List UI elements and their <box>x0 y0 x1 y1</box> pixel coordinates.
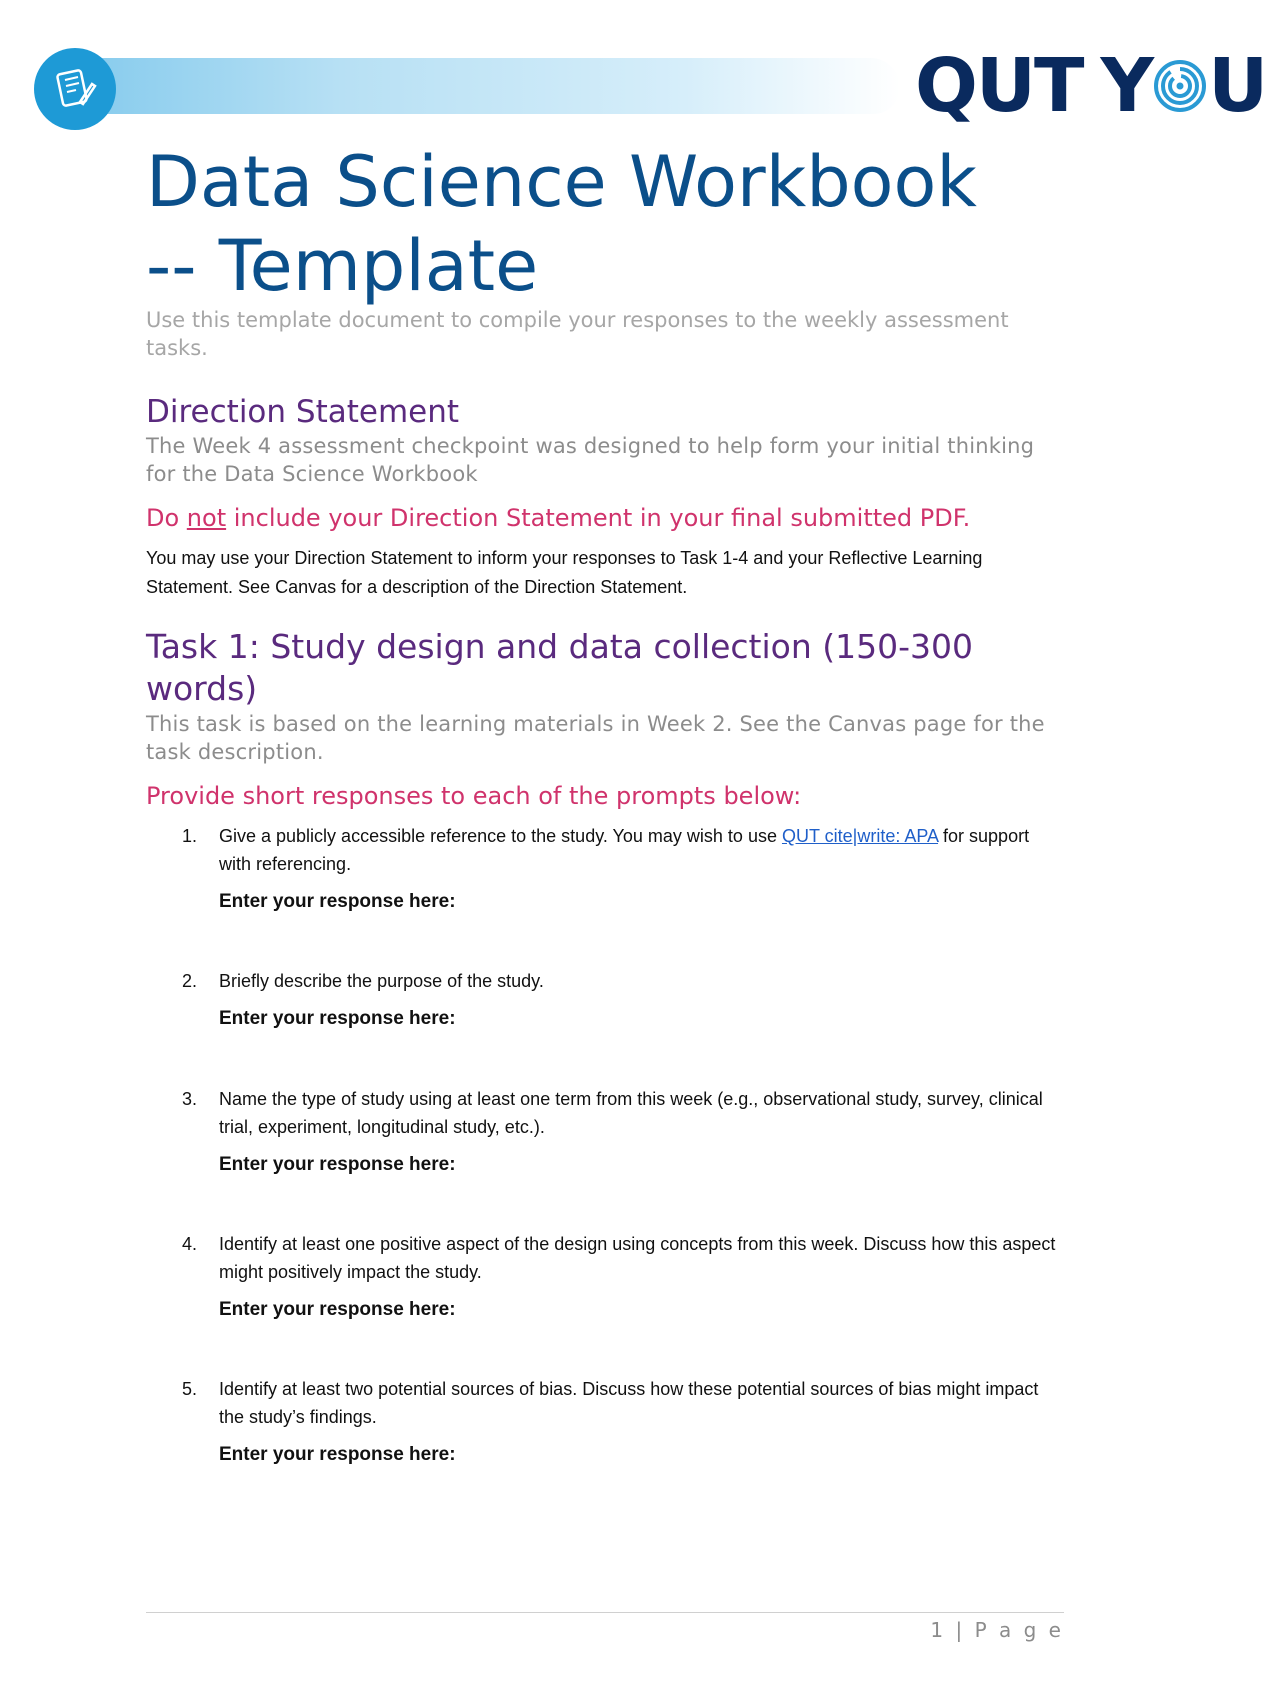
header-banner <box>40 58 900 114</box>
response-label[interactable]: Enter your response here: <box>219 1008 456 1029</box>
fingerprint-icon <box>1153 55 1207 117</box>
direction-body: You may use your Direction Statement to inform your responses to Task 1-4 and your Reflective Learning Statement. See Canvas for a description of the Direction Statement. <box>146 548 983 597</box>
prompt-text: Identify at least one positive aspect of the design using concepts from this week. Discuss how this aspect might positively impact the study. <box>219 1234 1056 1282</box>
direction-warning: Do not include your Direction Statement in your final submitted PDF. <box>146 504 971 532</box>
direction-heading: Direction Statement <box>146 394 460 430</box>
prompt-list <box>146 822 1066 1475</box>
list-item: 5. Identify at least two potential sources of bias. Discuss how these potential sources of bias might impact the study’s findings. Enter your response here: <box>146 1375 1066 1475</box>
prompt-text: Briefly describe the purpose of the study. <box>219 971 544 991</box>
prompt-text: Name the type of study using at least one term from this week (e.g., observational study, survey, clinical trial, experiment, longitudinal study, etc.). <box>219 1089 1043 1137</box>
prompt-text: Identify at least two potential sources of bias. Discuss how these potential sources of bias might impact the study’s findings. <box>219 1379 1039 1427</box>
response-label[interactable]: Enter your response here: <box>219 1299 456 1320</box>
document-subtitle: Use this template document to compile your responses to the weekly assessment tasks. <box>146 308 1009 360</box>
list-item: 1. Give a publicly accessible reference to the study. You may wish to use QUT cite|write: APA for support with referencing. Enter your response here: <box>146 822 1066 967</box>
prompt-text: Give a publicly accessible reference to the study. You may wish to use QUT cite|write: APA for support with referencing. <box>219 826 1030 874</box>
you-logo-text: Y U <box>1100 43 1266 129</box>
list-item: 4. Identify at least one positive aspect of the design using concepts from this week. Discuss how this aspect might positively impact the study. Enter your response here: <box>146 1230 1066 1375</box>
prompts-heading: Provide short responses to each of the prompts below: <box>146 782 802 810</box>
qut-you-logo: QUT Y U <box>915 43 1266 129</box>
direction-intro: The Week 4 assessment checkpoint was designed to help form your initial thinking for the Data Science Workbook <box>146 434 1035 486</box>
list-item: 3. Name the type of study using at least one term from this week (e.g., observational study, survey, clinical trial, experiment, longitudinal study, etc.). Enter your response here: <box>146 1085 1066 1230</box>
response-label[interactable]: Enter your response here: <box>219 891 456 912</box>
qut-cite-write-link[interactable]: QUT cite|write: APA <box>781 826 939 846</box>
notes-pen-icon <box>34 48 116 130</box>
response-label[interactable]: Enter your response here: <box>219 1154 456 1175</box>
list-item: 2. Briefly describe the purpose of the study. Enter your response here: <box>146 967 1066 1085</box>
task1-intro: This task is based on the learning materials in Week 2. See the Canvas page for the task description. <box>146 712 1045 764</box>
page-number: 1 | P a g e <box>930 1618 1064 1642</box>
document-body <box>146 140 1066 1475</box>
response-label[interactable]: Enter your response here: <box>219 1444 456 1465</box>
task1-heading: Task 1: Study design and data collection (150-300 words) <box>146 627 974 708</box>
footer-divider <box>146 1612 1064 1613</box>
document-title: Data Science Workbook -- Template <box>146 141 977 307</box>
